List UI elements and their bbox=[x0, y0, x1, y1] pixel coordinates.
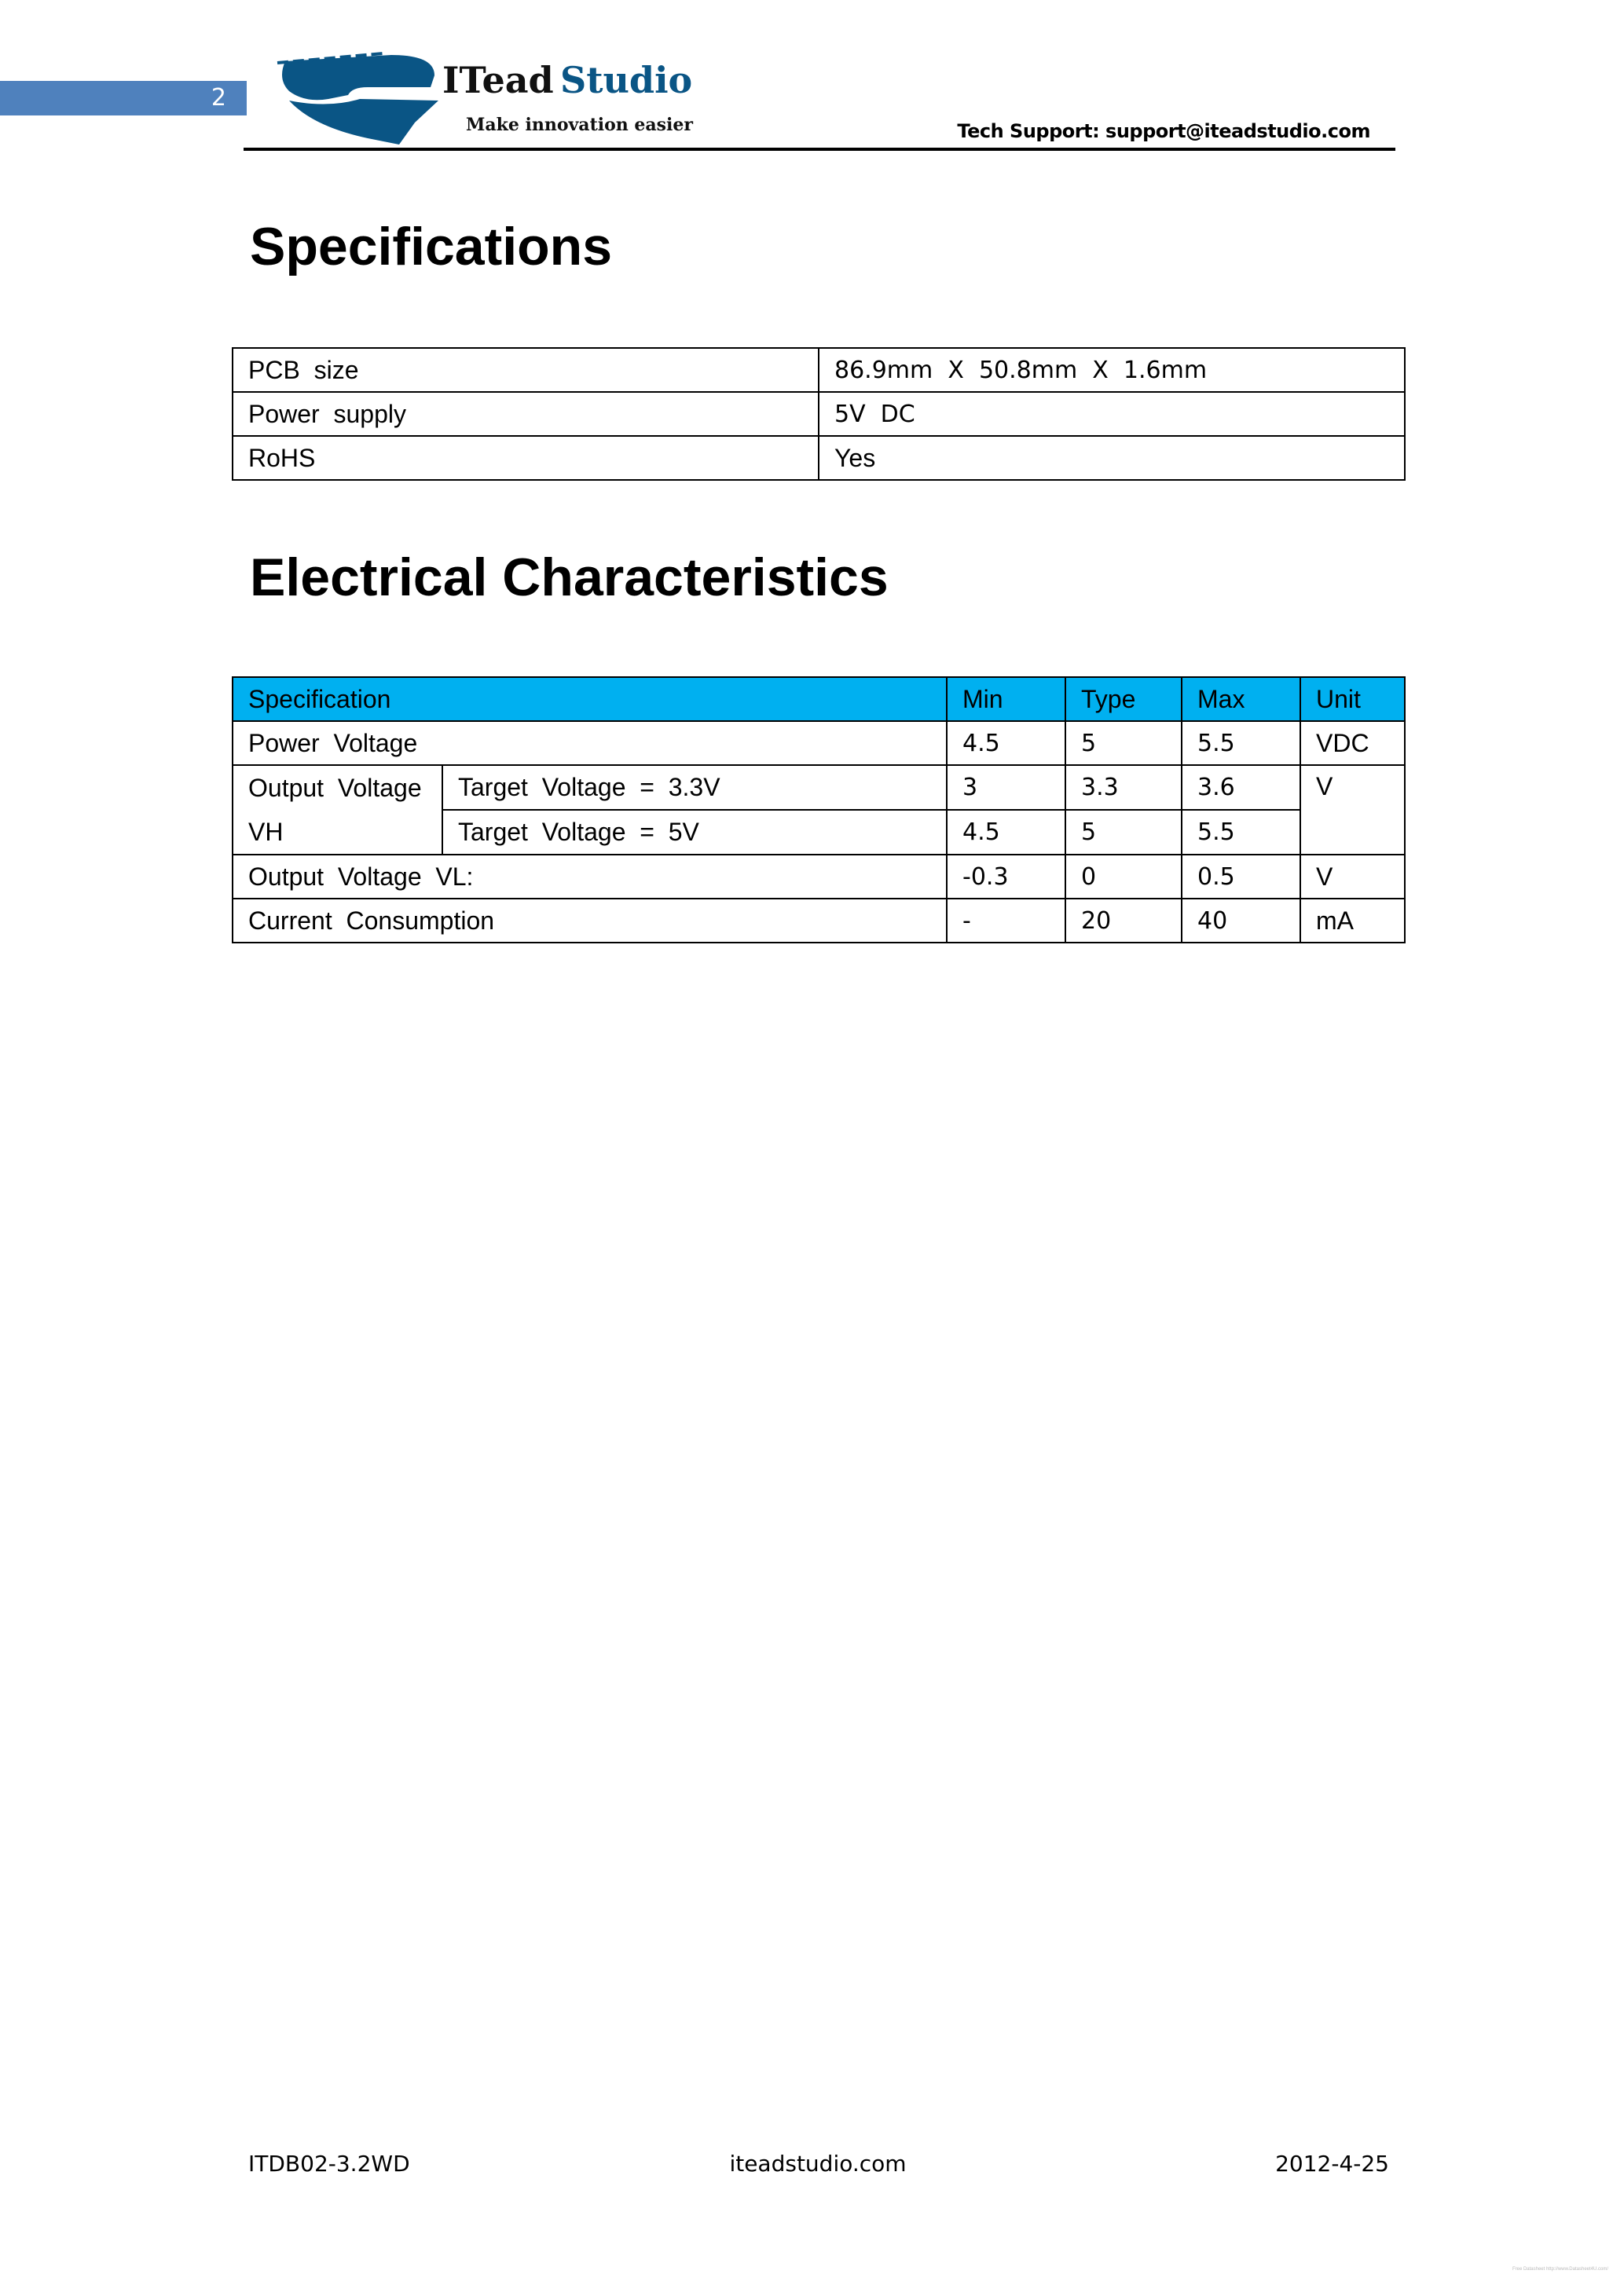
footer-site-link[interactable]: iteadstudio.com bbox=[729, 2151, 907, 2177]
itead-studio-logo bbox=[273, 52, 800, 146]
cell: 40 bbox=[1182, 899, 1300, 943]
footer-date: 2012-4-25 bbox=[1275, 2151, 1389, 2177]
specifications-title: Specifications bbox=[250, 217, 613, 276]
electrical-table bbox=[232, 676, 1406, 943]
cell: Output Voltage VH bbox=[233, 765, 442, 855]
cell: V bbox=[1300, 765, 1405, 855]
cell: Power Voltage bbox=[233, 721, 947, 765]
cell: Output Voltage VL: bbox=[233, 855, 947, 899]
spec-label: RoHS bbox=[233, 436, 819, 480]
cell: VDC bbox=[1300, 721, 1405, 765]
table-row bbox=[233, 765, 1405, 810]
header-cell: Min bbox=[947, 677, 1065, 721]
tech-support-contact: Tech Support: support@iteadstudio.com bbox=[957, 120, 1370, 142]
cell: Current Consumption bbox=[233, 899, 947, 943]
table-row bbox=[233, 899, 1405, 943]
specifications-table bbox=[232, 347, 1406, 481]
cell: 5 bbox=[1065, 721, 1182, 765]
cell: 4.5 bbox=[947, 721, 1065, 765]
cell: 3.3 bbox=[1065, 765, 1182, 810]
logo-swirl-icon bbox=[273, 52, 800, 146]
header-cell: Max bbox=[1182, 677, 1300, 721]
cell: 20 bbox=[1065, 899, 1182, 943]
table-header-row bbox=[233, 677, 1405, 721]
spec-label: Power supply bbox=[233, 392, 819, 436]
cell: 5 bbox=[1065, 810, 1182, 855]
header-cell: Type bbox=[1065, 677, 1182, 721]
cell: - bbox=[947, 899, 1065, 943]
cell: 5.5 bbox=[1182, 721, 1300, 765]
header-divider bbox=[244, 148, 1395, 151]
cell: -0.3 bbox=[947, 855, 1065, 899]
footer-doc-id: ITDB02-3.2WD bbox=[248, 2151, 410, 2177]
watermark: Free Datasheet http://www.Datasheet4U.com/ bbox=[1512, 2267, 1608, 2272]
table-row bbox=[233, 348, 1405, 392]
cell: V bbox=[1300, 855, 1405, 899]
svg-text:ITead: ITead bbox=[442, 59, 554, 101]
spec-value: Yes bbox=[819, 436, 1405, 480]
cell: 4.5 bbox=[947, 810, 1065, 855]
cell: Target Voltage = 3.3V bbox=[442, 765, 947, 810]
cell: 3 bbox=[947, 765, 1065, 810]
cell: mA bbox=[1300, 899, 1405, 943]
header-cell: Specification bbox=[233, 677, 947, 721]
spec-value: 5V DC bbox=[819, 392, 1405, 436]
page-number: 2 bbox=[0, 81, 247, 115]
table-row bbox=[233, 436, 1405, 480]
electrical-title: Electrical Characteristics bbox=[250, 547, 889, 607]
svg-text:Make innovation easier: Make innovation easier bbox=[466, 115, 693, 135]
spec-label: PCB size bbox=[233, 348, 819, 392]
cell: 5.5 bbox=[1182, 810, 1300, 855]
cell: 0.5 bbox=[1182, 855, 1300, 899]
cell: 3.6 bbox=[1182, 765, 1300, 810]
cell: 0 bbox=[1065, 855, 1182, 899]
cell: Target Voltage = 5V bbox=[442, 810, 947, 855]
spec-value: 86.9mm X 50.8mm X 1.6mm bbox=[819, 348, 1405, 392]
svg-text:Studio: Studio bbox=[560, 59, 693, 101]
table-row bbox=[233, 721, 1405, 765]
header-cell: Unit bbox=[1300, 677, 1405, 721]
table-row bbox=[233, 392, 1405, 436]
table-row bbox=[233, 855, 1405, 899]
